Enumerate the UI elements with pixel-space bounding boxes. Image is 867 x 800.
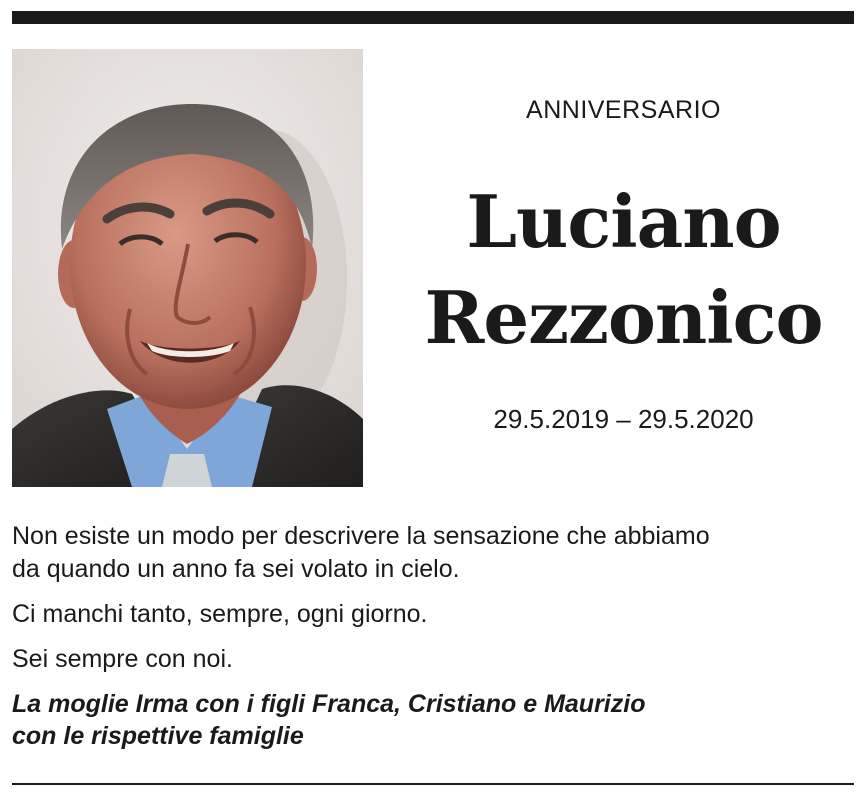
anniversary-dates: 29.5.2019 – 29.5.2020 [493,404,754,434]
top-divider [12,11,854,24]
message-line: Non esiste un modo per descrivere la sensazione che abbiamo [12,522,710,550]
deceased-first-name: Luciano [466,179,781,264]
notice-header [380,90,867,435]
signature-line: La moglie Irma con i figli Franca, Cristiano e Maurizio [12,690,646,718]
message-paragraph: Ci manchi tanto, sempre, ogni giorno. [12,600,428,628]
notice-kicker: ANNIVERSARIO [526,96,721,124]
message-line: da quando un anno fa sei volato in cielo. [12,555,460,583]
bottom-divider [12,783,854,785]
deceased-name [380,174,867,366]
message-paragraph: Sei sempre con noi. [12,645,233,673]
deceased-last-name: Rezzonico [424,275,823,360]
notice-body [12,520,852,752]
portrait-photo [12,49,363,487]
family-signature [12,688,852,752]
message-paragraph [12,520,852,586]
portrait-illustration [12,49,363,487]
signature-line: con le rispettive famiglie [12,722,304,750]
